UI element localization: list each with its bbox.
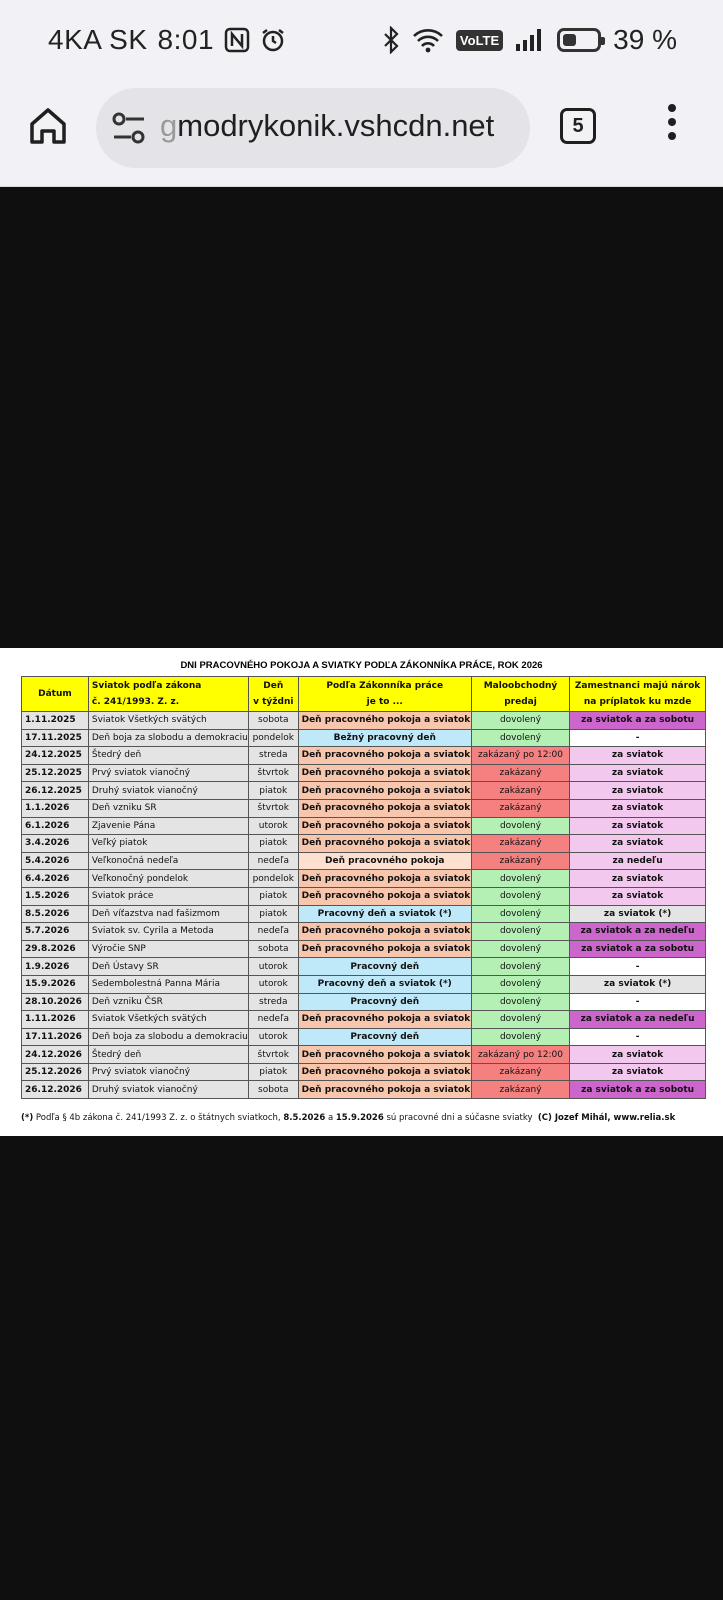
nfc-icon [224, 27, 250, 53]
row-weekday: sobota [248, 940, 298, 958]
row-weekday: nedeľa [248, 1011, 298, 1029]
row-holiday-name: Veľkonočná nedeľa [88, 852, 248, 870]
table-row [22, 1028, 706, 1046]
row-retail-status: dovolený [471, 1028, 569, 1046]
row-weekday: piatok [248, 782, 298, 800]
volte-badge: VoLTE [456, 30, 503, 51]
table-row [22, 799, 706, 817]
row-retail-status: zakázaný [471, 799, 569, 817]
row-wage-bonus: - [570, 993, 706, 1011]
row-holiday-name: Štedrý deň [88, 747, 248, 765]
row-retail-status: zakázaný [471, 782, 569, 800]
row-holiday-name: Druhý sviatok vianočný [88, 782, 248, 800]
table-header-row [22, 677, 706, 712]
row-retail-status: dovolený [471, 817, 569, 835]
row-date: 28.10.2026 [22, 993, 89, 1011]
row-wage-bonus: - [570, 1028, 706, 1046]
row-day-type: Deň pracovného pokoja a sviatok [298, 923, 471, 941]
row-retail-status: dovolený [471, 958, 569, 976]
row-holiday-name: Prvý sviatok vianočný [88, 1063, 248, 1081]
table-row [22, 993, 706, 1011]
tab-switcher-button[interactable]: 5 [560, 108, 596, 144]
document-title: DNI PRACOVNÉHO POKOJA A SVIATKY PODĽA ZÁKONNÍKA PRÁCE, ROK 2026 [180, 660, 543, 671]
row-day-type: Pracovný deň [298, 1028, 471, 1046]
row-day-type: Deň pracovného pokoja a sviatok [298, 817, 471, 835]
row-retail-status: dovolený [471, 712, 569, 730]
row-weekday: utorok [248, 975, 298, 993]
row-day-type: Deň pracovného pokoja a sviatok [298, 799, 471, 817]
row-holiday-name: Deň vzniku SR [88, 799, 248, 817]
row-date: 1.11.2026 [22, 1011, 89, 1029]
table-row [22, 852, 706, 870]
home-button[interactable] [26, 104, 70, 148]
row-day-type: Deň pracovného pokoja a sviatok [298, 1081, 471, 1099]
row-weekday: utorok [248, 1028, 298, 1046]
header-day-type: Podľa Zákonníka práce je to ... [298, 677, 471, 712]
row-retail-status: zakázaný [471, 1063, 569, 1081]
row-holiday-name: Prvý sviatok vianočný [88, 764, 248, 782]
row-weekday: utorok [248, 958, 298, 976]
row-day-type: Deň pracovného pokoja a sviatok [298, 764, 471, 782]
row-weekday: sobota [248, 712, 298, 730]
row-date: 6.4.2026 [22, 870, 89, 888]
url-visible-text: modrykonik.vshcdn.net [177, 108, 495, 143]
row-holiday-name: Sviatok Všetkých svätých [88, 1011, 248, 1029]
row-date: 24.12.2026 [22, 1046, 89, 1064]
row-weekday: piatok [248, 1063, 298, 1081]
row-date: 6.1.2026 [22, 817, 89, 835]
table-row [22, 1081, 706, 1099]
row-weekday: štvrtok [248, 764, 298, 782]
header-date: Dátum [22, 677, 89, 712]
table-row [22, 1046, 706, 1064]
row-day-type: Deň pracovného pokoja a sviatok [298, 782, 471, 800]
row-date: 15.9.2026 [22, 975, 89, 993]
table-row [22, 1011, 706, 1029]
row-day-type: Pracovný deň [298, 958, 471, 976]
row-weekday: pondelok [248, 870, 298, 888]
url-text[interactable] [160, 108, 494, 144]
bluetooth-icon [382, 26, 400, 54]
row-wage-bonus: za nedeľu [570, 852, 706, 870]
row-wage-bonus: - [570, 958, 706, 976]
address-bar[interactable] [96, 88, 530, 168]
table-row [22, 729, 706, 747]
row-wage-bonus: za sviatok [570, 887, 706, 905]
table-row [22, 712, 706, 730]
status-left [48, 24, 286, 56]
table-row [22, 905, 706, 923]
row-wage-bonus: za sviatok [570, 835, 706, 853]
row-date: 25.12.2025 [22, 764, 89, 782]
carrier-label: 4KA SK [48, 24, 148, 55]
battery-percent: 39 % [613, 24, 677, 55]
row-wage-bonus: za sviatok a za nedeľu [570, 1011, 706, 1029]
row-holiday-name: Druhý sviatok vianočný [88, 1081, 248, 1099]
row-date: 17.11.2025 [22, 729, 89, 747]
row-date: 5.4.2026 [22, 852, 89, 870]
row-wage-bonus: za sviatok [570, 782, 706, 800]
row-holiday-name: Deň víťazstva nad fašizmom [88, 905, 248, 923]
row-wage-bonus: za sviatok [570, 747, 706, 765]
footnote-credit: (C) Jozef Mihál, www.relia.sk [537, 1113, 676, 1123]
table-row [22, 747, 706, 765]
row-retail-status: zakázaný [471, 764, 569, 782]
row-weekday: streda [248, 747, 298, 765]
row-weekday: piatok [248, 905, 298, 923]
row-date: 26.12.2026 [22, 1081, 89, 1099]
row-wage-bonus: za sviatok [570, 764, 706, 782]
table-row [22, 1063, 706, 1081]
row-holiday-name: Zjavenie Pána [88, 817, 248, 835]
row-wage-bonus: za sviatok a za sobotu [570, 1081, 706, 1099]
row-weekday: pondelok [248, 729, 298, 747]
footnote-marker: (*) [21, 1113, 34, 1123]
row-holiday-name: Deň vzniku ČSR [88, 993, 248, 1011]
row-holiday-name: Sviatok práce [88, 887, 248, 905]
row-day-type: Deň pracovného pokoja a sviatok [298, 1063, 471, 1081]
table-row [22, 958, 706, 976]
more-menu-icon[interactable] [660, 104, 684, 148]
clock: 8:01 [157, 24, 215, 55]
row-day-type: Deň pracovného pokoja a sviatok [298, 940, 471, 958]
wifi-icon [412, 27, 444, 53]
row-retail-status: zakázaný po 12:00 [471, 1046, 569, 1064]
row-day-type: Deň pracovného pokoja a sviatok [298, 712, 471, 730]
row-holiday-name: Veľký piatok [88, 835, 248, 853]
row-retail-status: dovolený [471, 923, 569, 941]
battery-level-fill [563, 34, 575, 46]
row-wage-bonus: za sviatok a za sobotu [570, 712, 706, 730]
row-holiday-name: Štedrý deň [88, 1046, 248, 1064]
row-wage-bonus: za sviatok [570, 1046, 706, 1064]
alarm-icon [260, 27, 286, 53]
row-wage-bonus: za sviatok [570, 799, 706, 817]
header-retail: Maloobchodný predaj [471, 677, 569, 712]
row-wage-bonus: za sviatok [570, 817, 706, 835]
row-wage-bonus: za sviatok a za sobotu [570, 940, 706, 958]
row-weekday: sobota [248, 1081, 298, 1099]
table-row [22, 940, 706, 958]
row-date: 1.1.2026 [22, 799, 89, 817]
header-holiday-name: Sviatok podľa zákona č. 241/1993. Z. z. [88, 677, 248, 712]
row-date: 1.9.2026 [22, 958, 89, 976]
home-icon [26, 104, 70, 148]
row-date: 1.11.2025 [22, 712, 89, 730]
row-date: 24.12.2025 [22, 747, 89, 765]
row-day-type: Bežný pracovný deň [298, 729, 471, 747]
row-retail-status: dovolený [471, 905, 569, 923]
status-right [382, 24, 677, 56]
row-holiday-name: Výročie SNP [88, 940, 248, 958]
row-day-type: Deň pracovného pokoja [298, 852, 471, 870]
row-holiday-name: Sviatok Všetkých svätých [88, 712, 248, 730]
row-date: 26.12.2025 [22, 782, 89, 800]
row-retail-status: dovolený [471, 993, 569, 1011]
site-settings-icon[interactable] [112, 110, 146, 146]
row-day-type: Deň pracovného pokoja a sviatok [298, 870, 471, 888]
table-row [22, 782, 706, 800]
battery-icon [557, 28, 601, 52]
header-weekday: Deň v týždni [248, 677, 298, 712]
row-weekday: piatok [248, 835, 298, 853]
row-day-type: Deň pracovného pokoja a sviatok [298, 747, 471, 765]
header-wage-bonus: Zamestnanci majú nárok na príplatok ku mzde [570, 677, 706, 712]
row-date: 29.8.2026 [22, 940, 89, 958]
footnote-text-2: sú pracovné dni a súčasne sviatky [383, 1113, 533, 1123]
table-row [22, 870, 706, 888]
row-day-type: Pracovný deň [298, 993, 471, 1011]
table-row [22, 923, 706, 941]
row-wage-bonus: za sviatok (*) [570, 905, 706, 923]
row-wage-bonus: za sviatok a za nedeľu [570, 923, 706, 941]
row-holiday-name: Sviatok sv. Cyrila a Metoda [88, 923, 248, 941]
table-row [22, 835, 706, 853]
table-row [22, 975, 706, 993]
row-weekday: nedeľa [248, 923, 298, 941]
row-date: 5.7.2026 [22, 923, 89, 941]
row-date: 3.4.2026 [22, 835, 89, 853]
status-bar [0, 0, 723, 84]
row-date: 25.12.2026 [22, 1063, 89, 1081]
row-weekday: štvrtok [248, 799, 298, 817]
footnote-text: Podľa § 4b zákona č. 241/1993 Z. z. o štátnych sviatkoch, [33, 1113, 284, 1123]
row-day-type: Deň pracovného pokoja a sviatok [298, 1011, 471, 1029]
row-weekday: piatok [248, 887, 298, 905]
row-wage-bonus: za sviatok [570, 1063, 706, 1081]
row-holiday-name: Deň boja za slobodu a demokraciu [88, 1028, 248, 1046]
document-footnote [21, 1113, 675, 1123]
row-retail-status: dovolený [471, 940, 569, 958]
row-holiday-name: Veľkonočný pondelok [88, 870, 248, 888]
row-retail-status: zakázaný [471, 1081, 569, 1099]
row-wage-bonus: za sviatok [570, 870, 706, 888]
row-retail-status: zakázaný [471, 835, 569, 853]
footnote-date-1: 8.5.2026 [283, 1113, 326, 1123]
row-day-type: Deň pracovného pokoja a sviatok [298, 887, 471, 905]
row-holiday-name: Deň boja za slobodu a demokraciu [88, 729, 248, 747]
browser-toolbar [0, 84, 723, 187]
row-holiday-name: Sedembolestná Panna Mária [88, 975, 248, 993]
table-row [22, 764, 706, 782]
row-weekday: nedeľa [248, 852, 298, 870]
row-date: 1.5.2026 [22, 887, 89, 905]
row-weekday: utorok [248, 817, 298, 835]
row-day-type: Deň pracovného pokoja a sviatok [298, 1046, 471, 1064]
row-day-type: Deň pracovného pokoja a sviatok [298, 835, 471, 853]
table-row [22, 887, 706, 905]
row-date: 17.11.2026 [22, 1028, 89, 1046]
row-retail-status: dovolený [471, 975, 569, 993]
footnote-date-2: 15.9.2026 [335, 1113, 384, 1123]
row-wage-bonus: - [570, 729, 706, 747]
row-wage-bonus: za sviatok (*) [570, 975, 706, 993]
row-retail-status: dovolený [471, 870, 569, 888]
url-faded-text: g [160, 108, 178, 143]
row-retail-status: dovolený [471, 1011, 569, 1029]
footnote-and: a [325, 1113, 336, 1123]
row-retail-status: dovolený [471, 887, 569, 905]
row-day-type: Pracovný deň a sviatok (*) [298, 905, 471, 923]
row-weekday: štvrtok [248, 1046, 298, 1064]
row-retail-status: dovolený [471, 729, 569, 747]
row-holiday-name: Deň Ústavy SR [88, 958, 248, 976]
row-retail-status: zakázaný [471, 852, 569, 870]
holiday-table [21, 676, 706, 1099]
row-day-type: Pracovný deň a sviatok (*) [298, 975, 471, 993]
row-weekday: streda [248, 993, 298, 1011]
row-date: 8.5.2026 [22, 905, 89, 923]
table-row [22, 817, 706, 835]
holiday-document-image [0, 648, 723, 1136]
row-retail-status: zakázaný po 12:00 [471, 747, 569, 765]
signal-icon [515, 28, 545, 52]
